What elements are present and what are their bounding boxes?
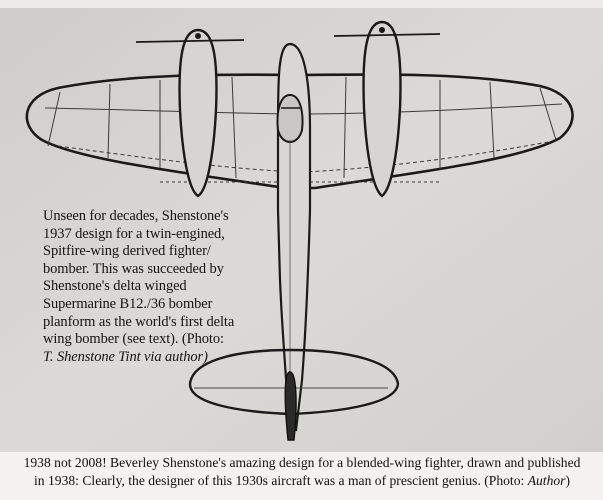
caption-line-2-text: in 1938: Clearly, the designer of this 1930s aircraft was a man of prescient genius. (Photo: xyxy=(34,473,528,488)
inset-caption-line: Shenstone's delta winged xyxy=(43,278,187,295)
fin xyxy=(285,372,296,440)
caption-photo-credit: Author xyxy=(527,473,566,488)
caption-line-2-end: ) xyxy=(565,473,570,488)
inset-caption-line: Unseen for decades, Shenstone's xyxy=(43,208,229,224)
inset-photo-credit: T. Shenstone Tint via author) xyxy=(43,348,208,365)
figure-caption xyxy=(6,454,598,490)
inset-caption-line: Supermarine B12./36 bomber xyxy=(43,295,213,312)
inset-caption-line: Spitfire-wing derived fighter/ xyxy=(43,243,211,260)
inset-caption xyxy=(43,208,273,366)
cockpit-canopy xyxy=(278,95,303,142)
caption-line-1: 1938 not 2008! Beverley Shenstone's amazing design for a blended-wing fighter, drawn and published xyxy=(23,455,581,470)
inset-caption-line: planform as the world's first delta xyxy=(43,313,235,330)
inset-caption-line: bomber. This was succeeded by xyxy=(43,260,224,277)
inset-caption-line: wing bomber (see text). (Photo: xyxy=(43,331,224,348)
caption-line-2 xyxy=(6,472,598,490)
inset-caption-line: 1937 design for a twin-engined, xyxy=(43,225,225,242)
